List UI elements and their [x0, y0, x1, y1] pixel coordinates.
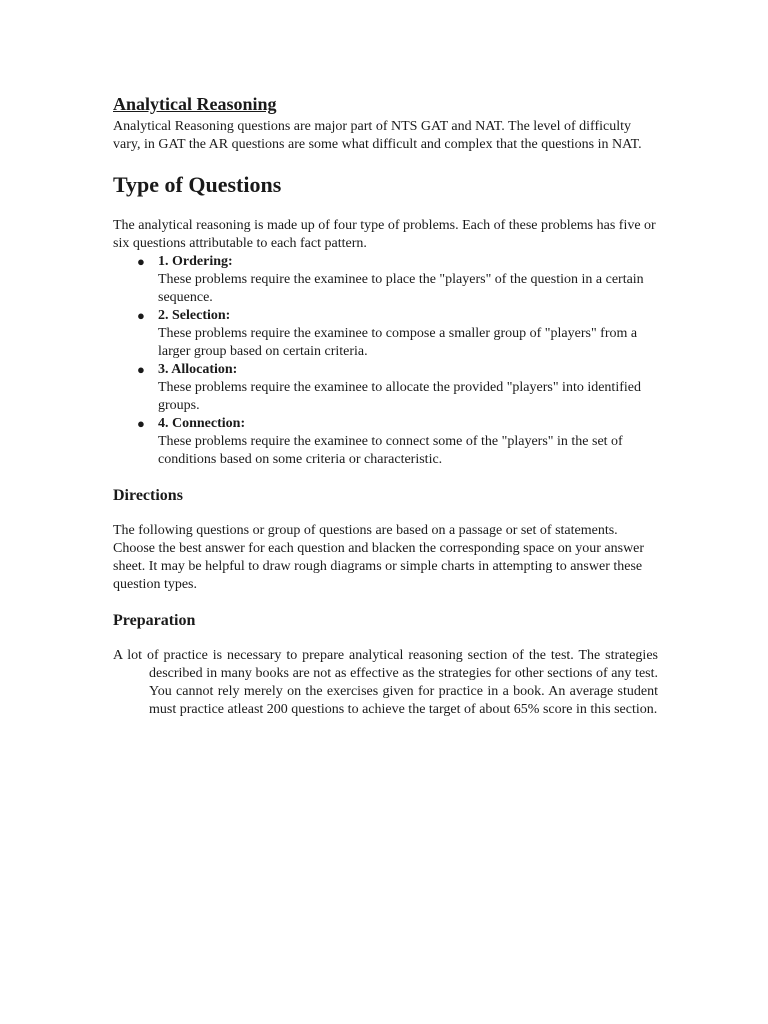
- list-item: [137, 361, 658, 415]
- list-item-description: These problems require the examinee to place the "players" of the question in a certain sequence.: [158, 272, 644, 305]
- directions-heading: Directions: [113, 487, 183, 504]
- list-item: [137, 415, 658, 469]
- list-item: [137, 253, 658, 307]
- document-title: Analytical Reasoning: [113, 94, 277, 114]
- directions-paragraph: The following questions or group of questions are based on a passage or set of statements. Choose the best answer for each question and blacken the corresponding space on your answer sheet. It may be helpful to draw rough diagrams or simple charts in attempting to answer these question types.: [113, 523, 645, 592]
- type-of-questions-heading: Type of Questions: [113, 172, 282, 197]
- list-item-title: 4. Connection:: [158, 416, 246, 431]
- list-item-title: 1. Ordering:: [158, 254, 233, 269]
- list-item-description: These problems require the examinee to allocate the provided "players" into identified groups.: [158, 380, 641, 413]
- list-item-description: These problems require the examinee to compose a smaller group of "players" from a larger group based on certain criteria.: [158, 326, 638, 359]
- bullet-icon: ●: [137, 254, 145, 269]
- bullet-icon: ●: [137, 308, 145, 323]
- bullet-icon: ●: [137, 362, 145, 377]
- preparation-heading: Preparation: [113, 612, 196, 629]
- list-item-title: 3. Allocation:: [158, 362, 238, 377]
- list-item-title: 2. Selection:: [158, 308, 231, 323]
- question-type-list: [113, 253, 658, 469]
- types-intro-paragraph: The analytical reasoning is made up of four type of problems. Each of these problems has five or six questions attributable to each fact pattern.: [113, 218, 656, 251]
- preparation-paragraph: A lot of practice is necessary to prepare analytical reasoning section of the test. The strategies described in many books are not as effective as the strategies for other sections of any test. You cannot rely merely on the exercises given for practice in a book. An average student must practice atleast 200 questions to achieve the target of about 65% score in this section.: [113, 648, 658, 717]
- document-page: [113, 92, 658, 719]
- list-item-description: These problems require the examinee to connect some of the "players" in the set of conditions based on some criteria or characteristic.: [158, 434, 623, 467]
- intro-paragraph: Analytical Reasoning questions are major part of NTS GAT and NAT. The level of difficulty vary, in GAT the AR questions are some what difficult and complex that the questions in NAT.: [113, 119, 642, 152]
- bullet-icon: ●: [137, 416, 145, 431]
- list-item: [137, 307, 658, 361]
